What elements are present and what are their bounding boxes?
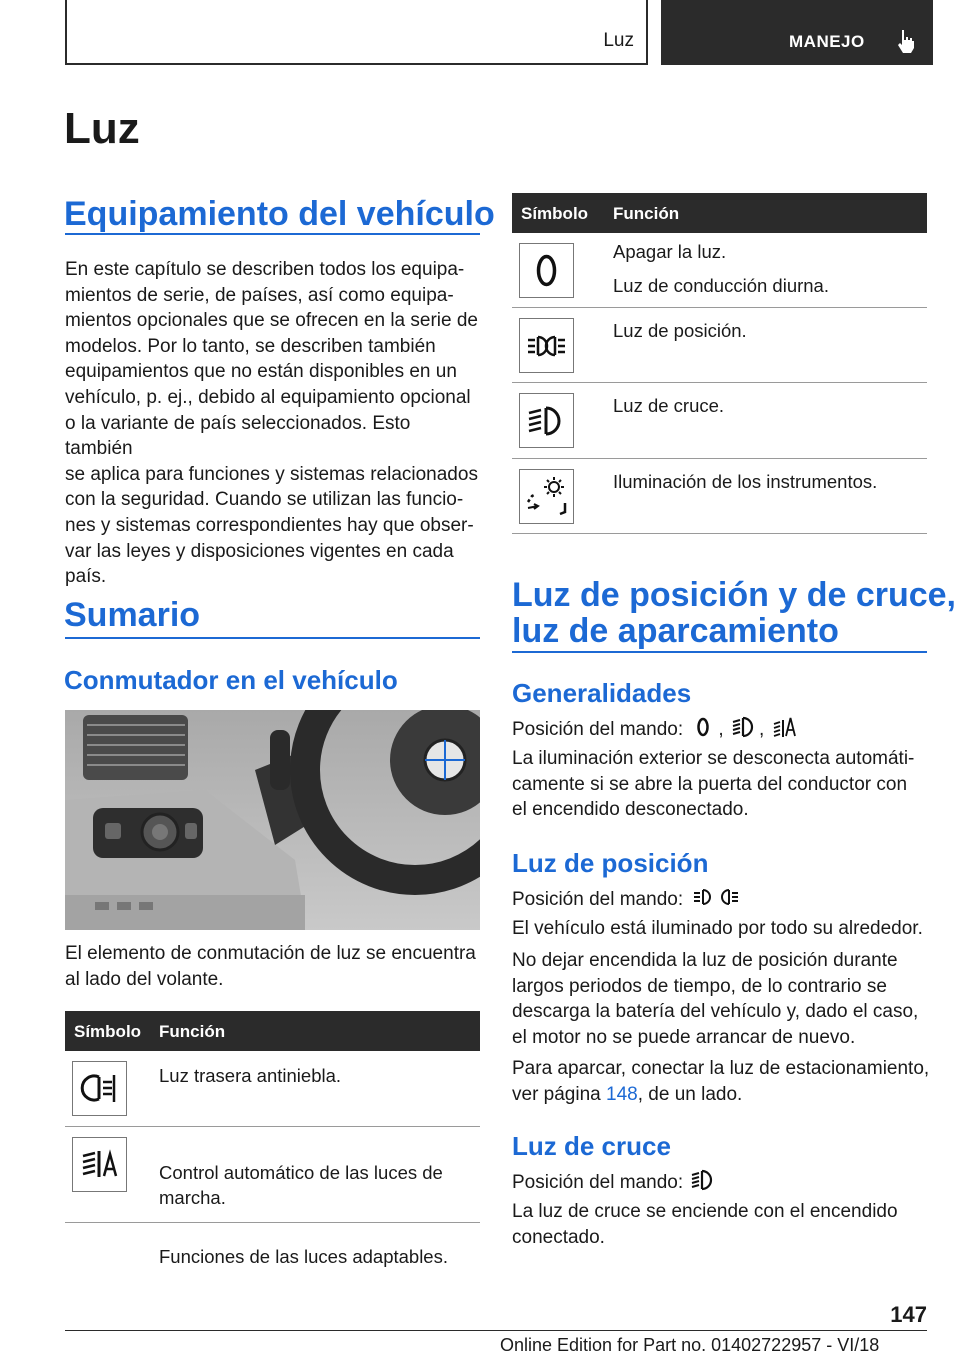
section-title-equipamiento: Equipamiento del vehículo: [64, 195, 495, 233]
function-text: [613, 393, 923, 418]
footer-edition: Online Edition for Part no. 01402722957 - VI/18: [500, 1335, 880, 1355]
section-title-posicion-cruce: Luz de posición y de cruce, luz de aparcamiento: [512, 576, 956, 650]
low-beam-icon: [519, 393, 574, 448]
control-position-label: Posición del mando:: [512, 1172, 684, 1193]
paragraph-text: , de un lado.: [637, 1083, 743, 1105]
rear-fog-light-icon: [72, 1061, 127, 1116]
header-section-box: [65, 0, 648, 65]
page-title: Luz: [64, 104, 140, 153]
parking-light-icon: [690, 884, 742, 918]
paragraph-text: Para aparcar, conectar la luz de estacionamiento, ver página: [512, 1058, 930, 1105]
subsection-title-luz-cruce: Luz de cruce: [512, 1131, 671, 1161]
separator: ,: [718, 719, 724, 740]
page-number: 147: [890, 1302, 927, 1327]
column-header-symbol: Símbolo: [521, 204, 589, 223]
light-switch-photo: [65, 710, 480, 930]
footer-rule: [65, 1330, 927, 1331]
function-text: [613, 239, 923, 298]
generalidades-control-position: [512, 714, 930, 748]
posicion-paragraph-1: El vehículo está iluminado por todo su alrededor.: [512, 918, 923, 939]
function-text: [159, 1063, 474, 1088]
function-line: Iluminación de los instrumentos.: [613, 471, 878, 492]
subsection-title-conmutador: Conmutador en el vehículo: [64, 665, 398, 695]
section-rule: [512, 651, 927, 653]
equipamiento-paragraph: En este capítulo se describen todos los equipa- mientos de serie, de países, así como equipa- mientos opcionales que se ofrecen en la serie de modelos. Por lo tanto, se describen también equipamientos que no están disponibles en un vehículo, p. ej., debido al equipamiento opcional o la variante de país seleccionados. Esto también se aplica para funciones y sistemas relacionados con la seguridad. Cuando se utilizan las funcio- nes y sistemas correspondientes hay que obser- var las leyes y disposiciones vigentes en cada país.: [65, 259, 478, 588]
symbol-table-right: [512, 193, 927, 534]
photo-caption: El elemento de conmutación de luz se encuentra al lado del volante.: [65, 943, 476, 990]
control-position-label: Posición del mando:: [512, 719, 684, 740]
table-row: [65, 1051, 480, 1127]
posicion-control-position: [512, 884, 930, 918]
automatic-headlight-icon: [772, 714, 798, 748]
automatic-headlight-icon: [72, 1137, 127, 1192]
cruce-control-position: [512, 1167, 930, 1201]
column-header-function: Función: [159, 1022, 226, 1041]
table-row: [512, 383, 927, 459]
zero-position-icon: [690, 714, 716, 748]
subsection-title-luz-posicion: Luz de posición: [512, 848, 709, 878]
instrument-lighting-icon: [519, 469, 574, 524]
table-row: [65, 1127, 480, 1267]
table-header: [512, 193, 927, 233]
low-beam-icon: [690, 1167, 716, 1201]
low-beam-icon: [731, 714, 757, 748]
control-position-label: Posición del mando:: [512, 889, 684, 910]
generalidades-paragraph: La iluminación exterior se desconecta automáti- camente si se abre la puerta del conductor con el encendido desconectado.: [512, 748, 915, 821]
function-line: Luz de cruce.: [613, 395, 725, 416]
table-header: [65, 1011, 480, 1051]
posicion-paragraph-3: [512, 1056, 930, 1107]
header-chapter-label: MANEJO: [789, 32, 865, 51]
section-rule: [65, 233, 480, 235]
separator: ,: [758, 719, 765, 740]
section-title-sumario: Sumario: [64, 596, 201, 634]
cruce-paragraph: La luz de cruce se enciende con el encendido conectado.: [512, 1201, 898, 1248]
parking-light-icon: [519, 318, 574, 373]
table-row: [512, 233, 927, 308]
function-line: Luz de conducción diurna.: [613, 275, 829, 296]
table-row: [512, 308, 927, 383]
function-text: [159, 1135, 474, 1294]
table-row: [512, 459, 927, 534]
page-link-148[interactable]: 148: [606, 1083, 638, 1105]
function-line: Luz trasera antiniebla.: [159, 1065, 342, 1086]
symbol-table-left: [65, 1011, 480, 1267]
function-text: [613, 469, 923, 494]
header-chapter-tab[interactable]: [661, 0, 933, 65]
column-header-function: Función: [613, 204, 680, 223]
column-header-symbol: Símbolo: [74, 1022, 142, 1041]
hand-pointer-icon: [895, 28, 917, 54]
section-rule: [65, 637, 480, 639]
header-section-title: Luz: [603, 30, 634, 51]
function-line: Apagar la luz.: [613, 241, 727, 262]
zero-position-icon: [519, 243, 574, 298]
function-line: Funciones de las luces adaptables.: [159, 1246, 448, 1267]
function-line: Luz de posición.: [613, 320, 747, 341]
function-text: [613, 318, 923, 343]
subsection-title-generalidades: Generalidades: [512, 678, 692, 708]
posicion-paragraph-2: No dejar encendida la luz de posición durante largos periodos de tiempo, de lo contrario se descarga la batería del vehículo y, dado el caso, el motor no se puede arrancar de nuevo.: [512, 950, 919, 1048]
function-line: Control automático de las luces de marcha.: [159, 1162, 443, 1208]
